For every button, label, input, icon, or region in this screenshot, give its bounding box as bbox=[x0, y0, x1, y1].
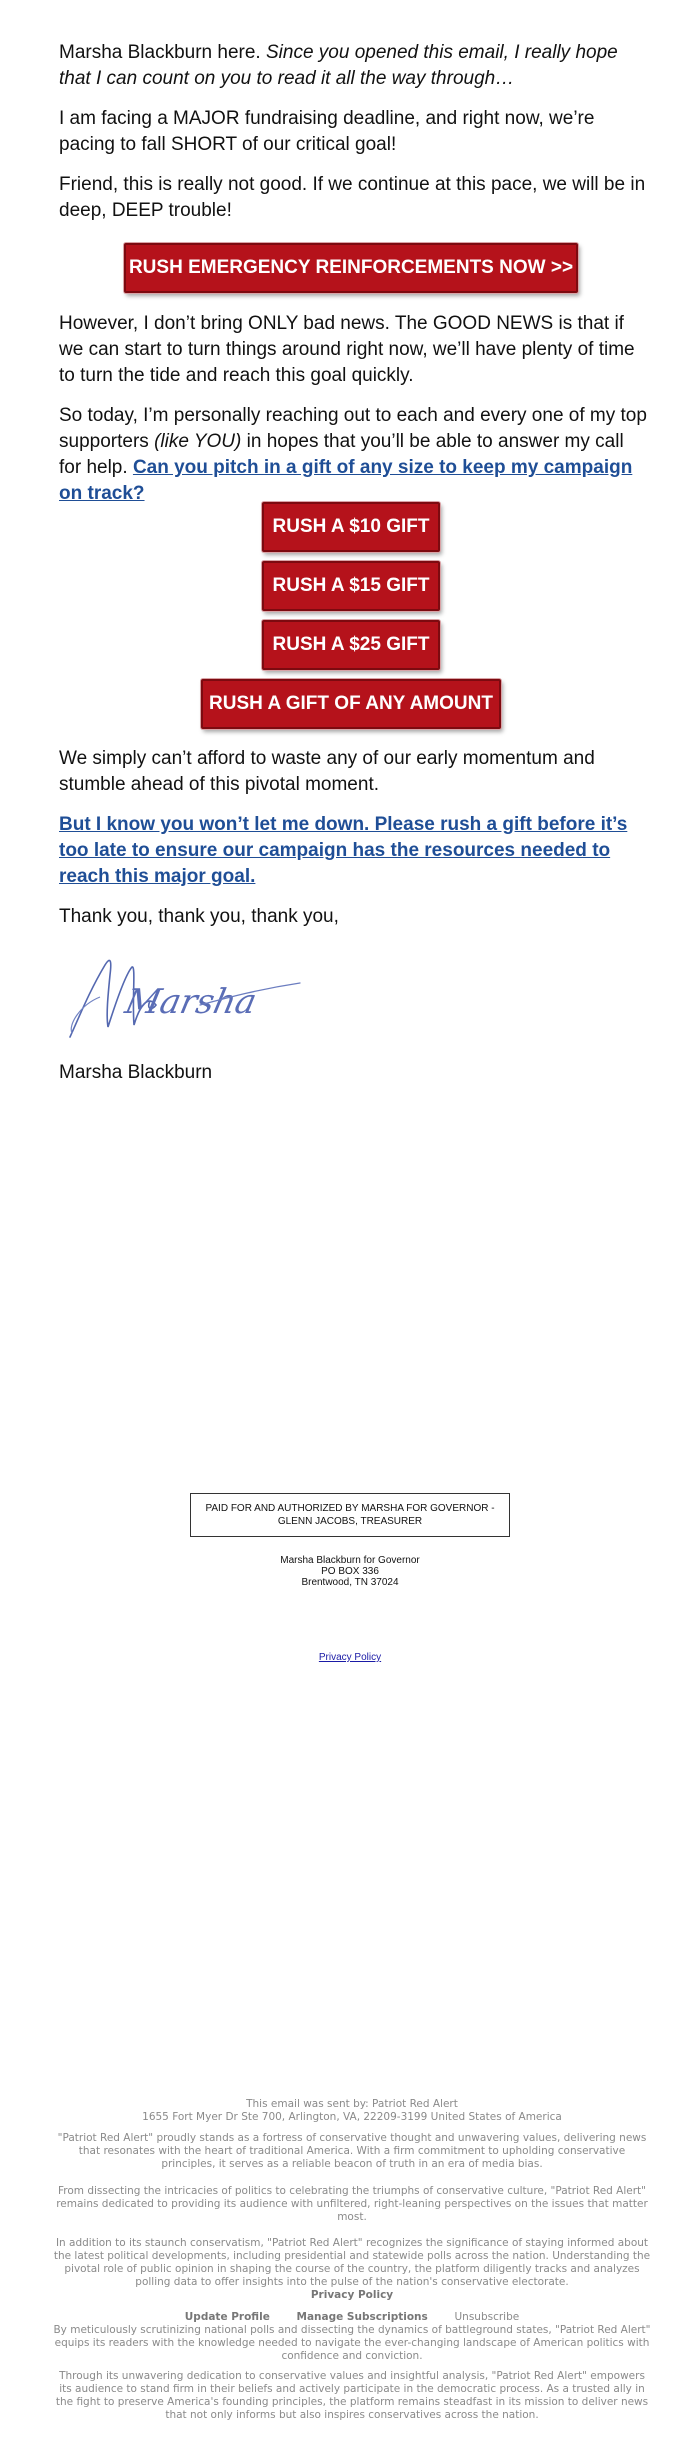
thanks-line: Thank you, thank you, thank you, bbox=[59, 906, 339, 927]
gift-25-button[interactable]: RUSH A $25 GIFT bbox=[262, 620, 440, 670]
footer-about-para1: "Patriot Red Alert" proudly stands as a fortress of conservative thought and unwavering values, delivering news that resonates with the heart of traditional America. With a firm commitment to upholding conservative principles, it serves as a reliable beacon of truth in an era of media bias. bbox=[57, 2132, 647, 2170]
gift-15-button[interactable]: RUSH A $15 GIFT bbox=[262, 561, 440, 611]
closing-appeal bbox=[59, 812, 647, 890]
privacy-policy-link[interactable]: Privacy Policy bbox=[318, 1652, 382, 1663]
supporters-text: So today, I’m personally reaching out to each and every one of my top supporters bbox=[59, 405, 647, 452]
signature-image bbox=[60, 945, 310, 1045]
deadline-paragraph: I am facing a MAJOR fundraising deadline, and right now, we’re pacing to fall SHORT of our critical goal! bbox=[59, 108, 595, 155]
po-box: PO BOX 336 bbox=[321, 1566, 379, 1577]
paid-for-disclaimer: PAID FOR AND AUTHORIZED BY MARSHA FOR GOVERNOR - GLENN JACOBS, TREASURER bbox=[190, 1493, 510, 1537]
footer-sent-by: This email was sent by: Patriot Red Alert bbox=[246, 2098, 458, 2110]
signoff-name: Marsha Blackburn bbox=[59, 1062, 213, 1083]
footer-privacy-link[interactable]: Privacy Policy bbox=[310, 2289, 394, 2301]
update-profile-link[interactable]: Update Profile bbox=[184, 2311, 270, 2323]
supporters-text-after: in hopes that you’ll be able to answer my call for help. bbox=[59, 431, 624, 478]
intro-italic: Since you opened this email, I really hope that I can count on you to read it all the way through… bbox=[59, 42, 618, 89]
supporters-paragraph bbox=[59, 403, 647, 507]
manage-subscriptions-link[interactable]: Manage Subscriptions bbox=[296, 2311, 428, 2323]
footer-links-row bbox=[52, 2311, 652, 2324]
footer-about-para3: In addition to its staunch conservatism, "Patriot Red Alert" recognizes the significance of staying informed about the latest political developments, including presidential and statewide polls across the nation. Understanding the pivotal role of public opinion in shaping the course of the country, the platform diligently tracks and analyzes polling data to offer insights into the pulse of the nation's conservative electorate. bbox=[53, 2237, 651, 2288]
gift-10-button[interactable]: RUSH A $10 GIFT bbox=[262, 502, 440, 552]
momentum-paragraph: We simply can’t afford to waste any of our early momentum and stumble ahead of this pivotal moment. bbox=[59, 748, 595, 795]
city-state-zip: Brentwood, TN 37024 bbox=[301, 1577, 399, 1588]
emergency-reinforcements-button[interactable]: RUSH EMERGENCY REINFORCEMENTS NOW >> bbox=[124, 243, 578, 293]
footer-about-para2: From dissecting the intricacies of politics to celebrating the triumphs of conservative culture, "Patriot Red Alert" remains dedicated to providing its audience with unfiltered, right-leaning perspectives on the issues that matter most. bbox=[56, 2185, 648, 2223]
intro-paragraph bbox=[59, 40, 647, 92]
supporters-italic: (like YOU) bbox=[154, 431, 242, 452]
intro-lead: Marsha Blackburn here. bbox=[59, 42, 261, 63]
footer-about-para4: By meticulously scrutinizing national polls and dissecting the dynamics of battleground states, "Patriot Red Alert" equips its readers with the knowledge needed to navigate the ever-changing landscape of American politics with confidence and conviction. bbox=[53, 2324, 651, 2362]
trouble-paragraph: Friend, this is really not good. If we continue at this pace, we will be in deep, DEEP trouble! bbox=[59, 174, 646, 221]
pitch-in-link[interactable]: Can you pitch in a gift of any size to keep my campaign on track? bbox=[59, 457, 633, 504]
signature-text: Marsha bbox=[121, 982, 261, 1022]
rush-gift-link[interactable]: But I know you won’t let me down. Please rush a gift before it’s too late to ensure our campaign has the resources needed to reach this major goal. bbox=[59, 814, 628, 887]
footer-privacy-row bbox=[52, 2289, 652, 2302]
gift-any-amount-button[interactable]: RUSH A GIFT OF ANY AMOUNT bbox=[201, 679, 501, 729]
committee-name: Marsha Blackburn for Governor bbox=[280, 1555, 420, 1566]
good-news-paragraph: However, I don’t bring ONLY bad news. The GOOD NEWS is that if we can start to turn things around right now, we’ll have plenty of time to turn the tide and reach this goal quickly. bbox=[59, 313, 635, 386]
unsubscribe-link[interactable]: Unsubscribe bbox=[454, 2311, 520, 2323]
footer-about-para5: Through its unwavering dedication to conservative values and insightful analysis, "Patriot Red Alert" empowers its audience to stand firm in their beliefs and actively participate in the democratic process. As a trusted ally in the fight to preserve America's founding principles, the platform remains steadfast in its mission to deliver news that not only informs but also inspires conservatives across the nation. bbox=[55, 2370, 649, 2421]
footer-sender-address: 1655 Fort Myer Dr Ste 700, Arlington, VA, 22209-3199 United States of America bbox=[142, 2111, 562, 2123]
